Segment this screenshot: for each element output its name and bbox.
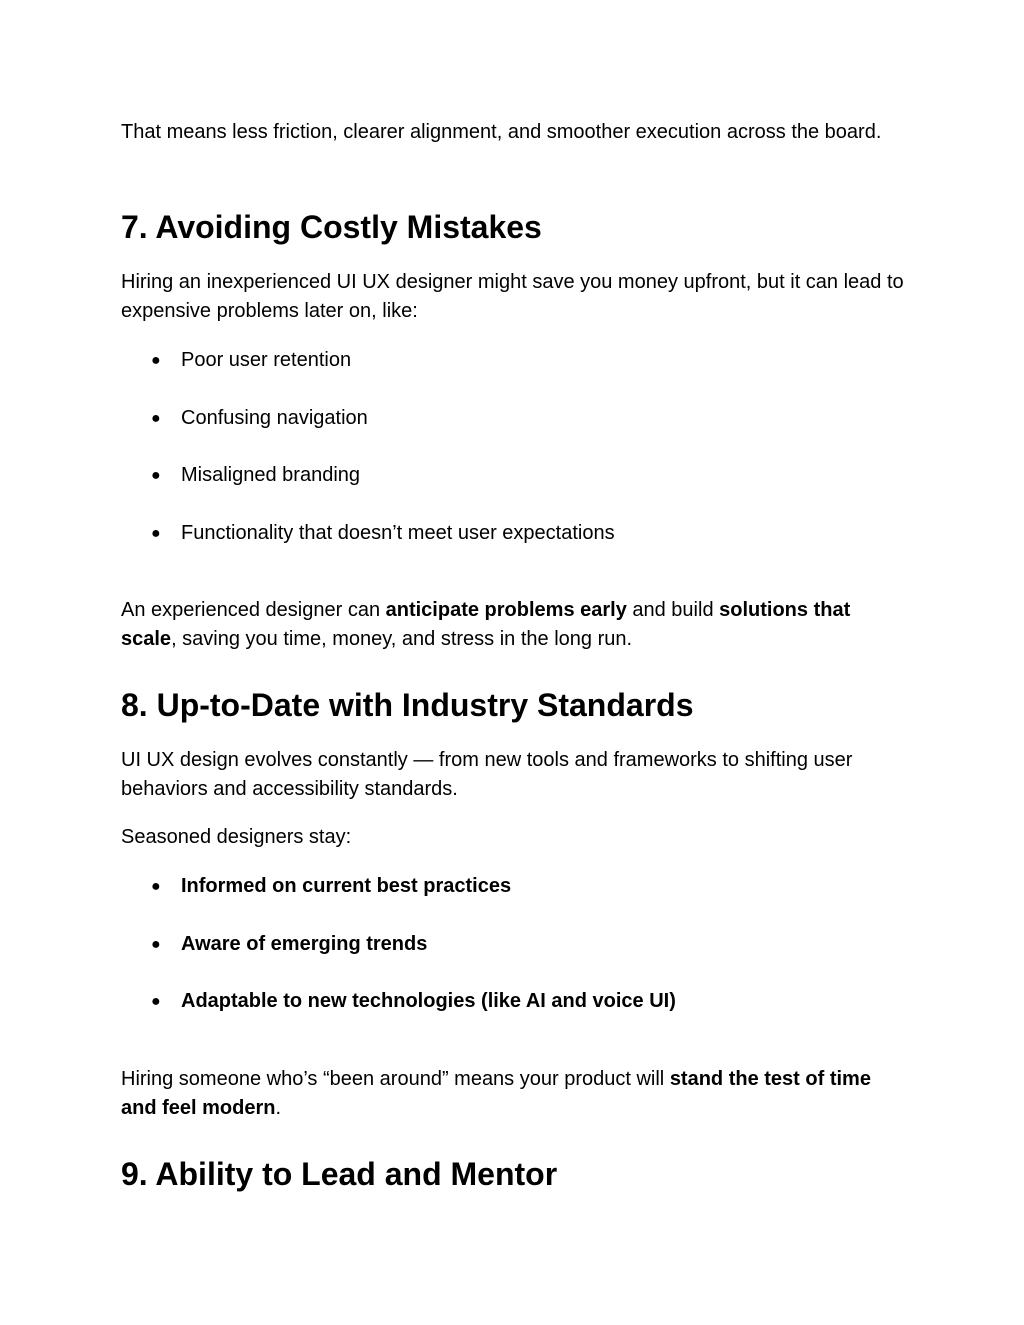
closing-text: , saving you time, money, and stress in the long run. xyxy=(171,628,633,650)
closing-text: and build xyxy=(626,599,720,621)
list-item-text: Adaptable to new technologies (like AI and voice UI) xyxy=(181,990,676,1012)
section-8-heading: 8. Up-to-Date with Industry Standards xyxy=(121,687,694,723)
intro-paragraph: That means less friction, clearer alignment, and smoother execution across the board. xyxy=(121,121,882,143)
section-7-closing-paragraph xyxy=(121,596,911,654)
emphasis-text: solutions that scale xyxy=(121,599,851,650)
closing-text: . xyxy=(275,1097,282,1119)
closing-text: Hiring someone who’s “been around” means your product will xyxy=(121,1068,670,1090)
emphasis-text: stand the test of time and feel modern xyxy=(121,1068,871,1119)
emphasis-text: anticipate problems early xyxy=(385,599,627,621)
bullet-icon: ● xyxy=(151,352,161,369)
bullet-icon: ● xyxy=(151,525,161,542)
section-7-heading: 7. Avoiding Costly Mistakes xyxy=(121,209,542,245)
closing-text: An experienced designer can xyxy=(121,599,386,621)
bullet-icon: ● xyxy=(151,467,161,484)
list-item-text: Misaligned branding xyxy=(181,464,361,486)
section-9-heading: 9. Ability to Lead and Mentor xyxy=(121,1156,558,1192)
list-item-text: Informed on current best practices xyxy=(181,875,512,897)
list-item-text: Confusing navigation xyxy=(181,407,368,429)
bullet-icon: ● xyxy=(151,410,161,427)
section-8-closing-paragraph xyxy=(121,1065,911,1123)
bullet-icon: ● xyxy=(151,878,161,895)
list-item-text: Functionality that doesn’t meet user expectations xyxy=(181,522,615,544)
section-8-paragraph: UI UX design evolves constantly — from new tools and frameworks to shifting user behaviors and accessibility standards. xyxy=(121,749,853,800)
bullet-icon: ● xyxy=(151,993,161,1010)
section-8-lead: Seasoned designers stay: xyxy=(121,826,352,848)
list-item-text: Poor user retention xyxy=(181,349,352,371)
section-7-paragraph: Hiring an inexperienced UI UX designer might save you money upfront, but it can lead to expensive problems later on, like: xyxy=(121,271,904,322)
list-item-text: Aware of emerging trends xyxy=(181,933,428,955)
bullet-icon: ● xyxy=(151,936,161,953)
